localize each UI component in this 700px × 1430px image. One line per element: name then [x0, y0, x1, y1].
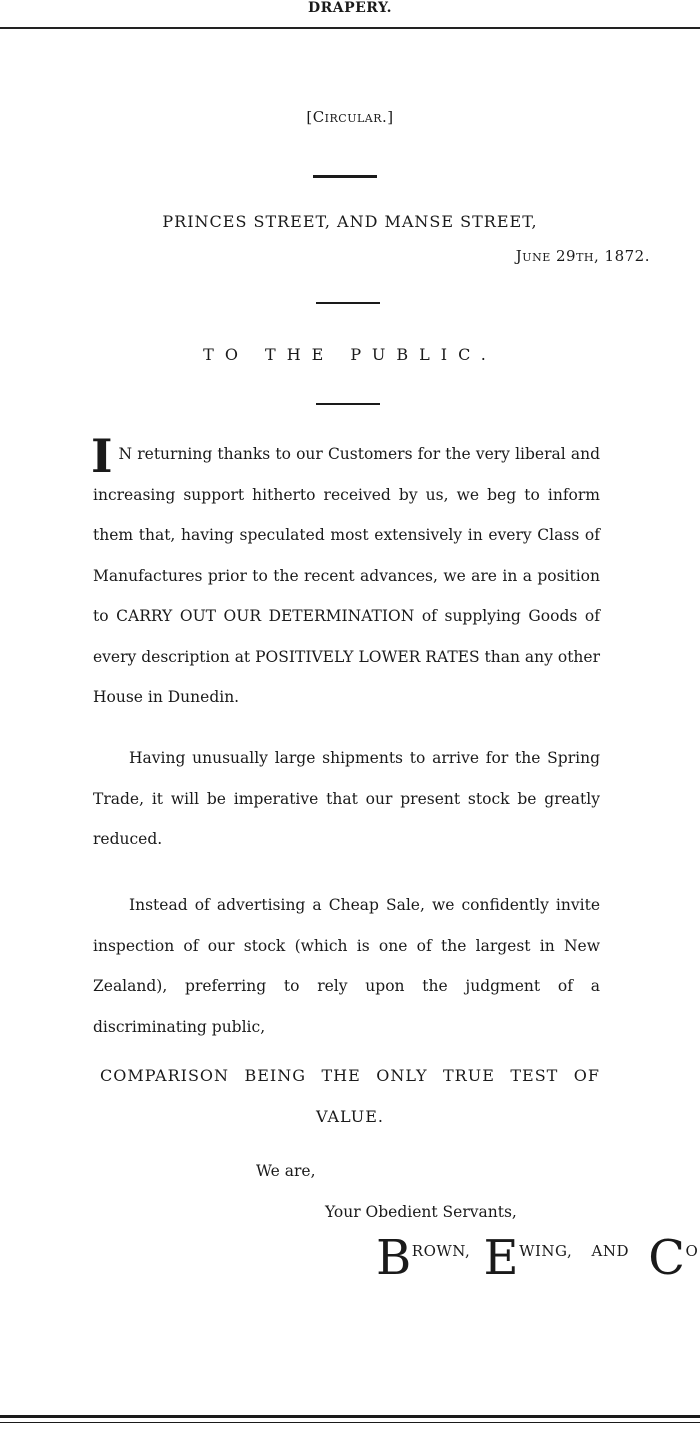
- date-line: June 29th, 1872.: [515, 247, 650, 265]
- footer-rule-thin: [0, 1422, 700, 1423]
- salutation-heading: TO THE PUBLIC.: [203, 345, 497, 364]
- address-line: PRINCES STREET, AND MANSE STREET,: [162, 212, 538, 231]
- signature-brown: ROWN,: [411, 1242, 471, 1260]
- signature-co: O: [685, 1242, 699, 1260]
- paragraph-1-text: N returning thanks to our Customers for the very liberal and increasing support hitherto received by us, we beg to inform them that, having speculated most extensively in every Class of Manufactures prior to the recent advances, we are in a position to CARRY OUT OUR DETERMINATION of supplying Goods of every description at POSITIVELY LOWER RATES than any other House in Dunedin.: [93, 445, 600, 706]
- divider-rule: [316, 302, 380, 304]
- divider-rule: [313, 175, 377, 178]
- signature-initial-c: C: [648, 1230, 686, 1286]
- paragraph-2: Having unusually large shipments to arrive for the Spring Trade, it will be imperative that our present stock be greatly reduced.: [93, 749, 600, 848]
- motto-line-1: COMPARISON BEING THE ONLY TRUE TEST OF: [100, 1066, 600, 1085]
- signature-and: AND: [591, 1242, 630, 1260]
- footer-rule-thick: [0, 1415, 700, 1418]
- paragraph-3: Instead of advertising a Cheap Sale, we confidently invite inspection of our stock (which is one of the largest in New Zealand), preferring to rely upon the judgment of a discriminating public,: [93, 896, 600, 1036]
- paragraph-1: [91, 429, 600, 718]
- signature-initial-b: B: [376, 1230, 412, 1286]
- closing-we-are: We are,: [256, 1162, 316, 1180]
- signature-initial-e: E: [483, 1230, 520, 1286]
- circular-label: [Circular.]: [306, 108, 394, 126]
- divider-rule: [316, 403, 380, 405]
- header-rule: [0, 27, 700, 29]
- signature-ewing: WING,: [519, 1242, 573, 1260]
- running-header: DRAPERY.: [307, 0, 393, 16]
- closing-servants: Your Obedient Servants,: [325, 1203, 517, 1221]
- signature: [376, 1230, 699, 1286]
- drop-cap: I: [91, 429, 113, 483]
- motto-line-2: VALUE.: [315, 1107, 385, 1126]
